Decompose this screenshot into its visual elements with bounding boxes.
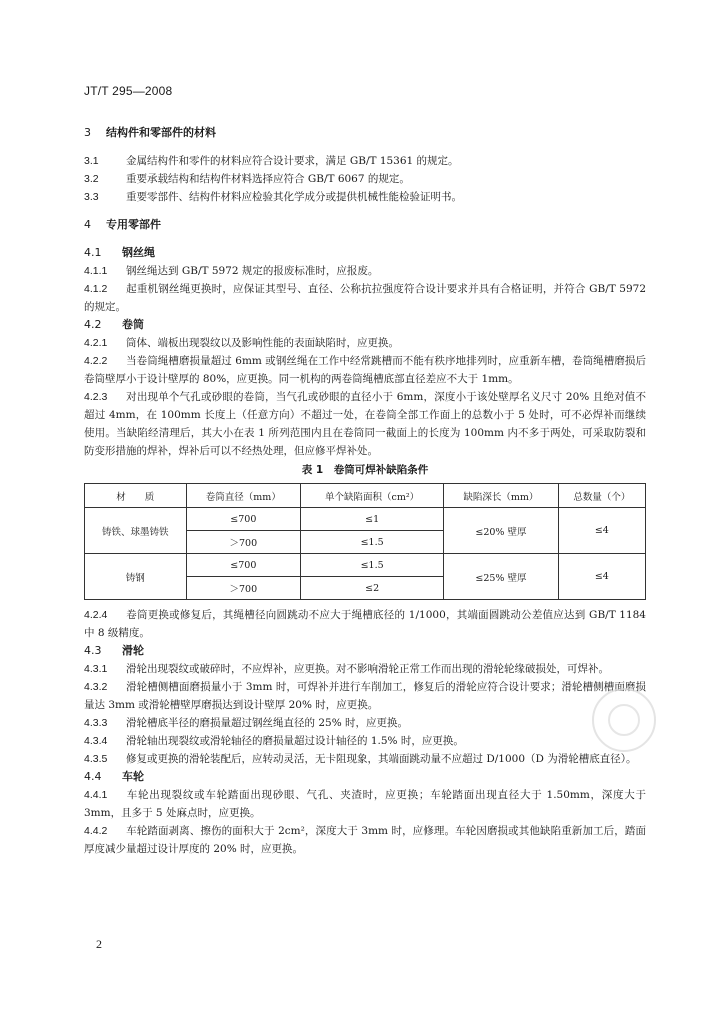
clause-4-3-5 [84, 750, 646, 768]
table-1-title: 表 1 卷筒可焊补缺陷条件 [301, 464, 429, 476]
clause-number: 4.2.4 [84, 609, 108, 621]
section-4-2-heading [84, 316, 646, 334]
section-title: 专用零部件 [106, 218, 161, 231]
clause-text: 卷筒更换或修复后，其绳槽径向圆跳动不应大于绳槽底径的 1/1000，其端面圆跳动公差值应达到 GB/T 1184 中 8 级精度。 [84, 609, 646, 639]
clause-text: 滑轮轴出现裂纹或滑轮轴径的磨损量超过设计轴径的 1.5% 时，应更换。 [126, 735, 464, 747]
clause-number: 4.3.4 [84, 735, 108, 747]
clause-4-3-2 [84, 678, 646, 714]
clause-text: 滑轮槽侧槽面磨损量小于 3mm 时，可焊补并进行车削加工，修复后的滑轮应符合设计要求；滑轮槽侧槽面磨损量达 3mm 或滑轮槽壁厚磨损达到设计壁厚 20% 时，应更换。 [84, 681, 646, 711]
clause-text: 车轮出现裂纹或车轮踏面出现砂眼、气孔、夹渣时，应更换；车轮踏面出现直径大于 1.50mm，深度大于 3mm，且多于 5 处麻点时，应更换。 [84, 789, 646, 819]
section-3-heading [84, 124, 646, 142]
clause-3-2 [84, 170, 646, 188]
table-header-area: 单个缺陷面积（cm²） [301, 484, 444, 508]
clause-text: 滑轮槽底半径的磨损量超过钢丝绳直径的 25% 时，应更换。 [126, 717, 409, 729]
clause-number: 4.2.2 [84, 355, 108, 367]
clause-text: 钢丝绳达到 GB/T 5972 规定的报废标准时，应报废。 [126, 265, 379, 277]
table-1 [84, 483, 646, 600]
section-title: 钢丝绳 [122, 246, 155, 259]
section-number: 4.1 [84, 246, 102, 259]
clause-number: 4.4.2 [84, 825, 108, 837]
clause-text: 金属结构件和零件的材料应符合设计要求，满足 GB/T 15361 的规定。 [126, 155, 459, 167]
clause-4-3-1 [84, 660, 646, 678]
clause-text: 对出现单个气孔或砂眼的卷筒，当气孔或砂眼的直径小于 6mm，深度小于该处壁厚名义尺寸 20% 且绝对值不超过 4mm，在 100mm 长度上（任意方向）不超过一处，在卷筒全部工作面上的总数小于 5 处时，可不必焊补而继续使用。当缺陷经清理后，其大小在表 1 所列范围内且在卷筒同一截面上的长度为 100mm 内不多于两处，可采取防裂和防变形措施的焊补，焊补后可以不经热处理，但应修平焊补处。 [84, 391, 646, 457]
clause-number: 4.3.2 [84, 681, 108, 693]
section-title: 滑轮 [122, 644, 144, 657]
table-cell-depth: ≤20% 壁厚 [444, 508, 558, 554]
clause-4-3-4 [84, 732, 646, 750]
clause-3-3 [84, 188, 646, 206]
section-4-heading [84, 216, 646, 234]
section-number: 4.2 [84, 318, 102, 331]
clause-4-1-1 [84, 262, 646, 280]
page-number: 2 [96, 937, 102, 951]
clause-text: 滑轮出现裂纹或破碎时，不应焊补，应更换。对不影响滑轮正常工作而出现的滑轮轮缘破损处，可焊补。 [126, 663, 609, 675]
table-cell-area: ≤1.5 [301, 531, 444, 554]
clause-4-2-1 [84, 334, 646, 352]
section-number: 4 [84, 218, 91, 231]
clause-text: 重要零部件、结构件材料应检验其化学成分或提供机械性能检验证明书。 [126, 191, 462, 203]
clause-number: 4.3.5 [84, 753, 108, 765]
clause-number: 3.1 [84, 155, 99, 167]
clause-3-1 [84, 152, 646, 170]
body-content [84, 124, 646, 858]
clause-4-1-2 [84, 280, 646, 316]
clause-number: 4.4.1 [84, 789, 108, 801]
clause-4-3-3 [84, 714, 646, 732]
section-number: 4.4 [84, 770, 102, 783]
clause-number: 4.2.1 [84, 337, 108, 349]
clause-text: 筒体、端板出现裂纹以及影响性能的表面缺陷时，应更换。 [126, 337, 399, 349]
clause-number: 3.3 [84, 191, 99, 203]
table-cell-count: ≤4 [558, 508, 645, 554]
section-title: 结构件和零部件的材料 [106, 126, 216, 139]
table-row [85, 508, 646, 531]
table-cell-count: ≤4 [558, 554, 645, 600]
clause-number: 4.1.1 [84, 265, 108, 277]
table-cell-material: 铸钢 [85, 554, 187, 600]
section-title: 车轮 [122, 770, 144, 783]
table-header-diameter: 卷筒直径（mm） [186, 484, 300, 508]
clause-text: 修复或更换的滑轮装配后，应转动灵活，无卡阻现象，其端面跳动量不应超过 D/1000（D 为滑轮槽底直径）。 [126, 753, 637, 765]
clause-text: 车轮踏面剥离、擦伤的面积大于 2cm²，深度大于 3mm 时，应修理。车轮因磨损或其他缺陷重新加工后，踏面厚度减少量超过设计厚度的 20% 时，应更换。 [84, 825, 646, 855]
section-4-3-heading [84, 642, 646, 660]
clause-4-2-3 [84, 388, 646, 460]
section-4-1-heading [84, 244, 646, 262]
clause-4-2-4 [84, 606, 646, 642]
clause-text: 重要承载结构和结构件材料选择应符合 GB/T 6067 的规定。 [126, 173, 410, 185]
table-cell-depth: ≤25% 壁厚 [444, 554, 558, 600]
clause-number: 4.1.2 [84, 283, 108, 295]
clause-text: 起重机钢丝绳更换时，应保证其型号、直径、公称抗拉强度符合设计要求并具有合格证明，并符合 GB/T 5972 的规定。 [84, 283, 646, 313]
clause-number: 4.3.3 [84, 717, 108, 729]
clause-4-2-2 [84, 352, 646, 388]
clause-number: 4.2.3 [84, 391, 108, 403]
watermark-seal [592, 688, 656, 752]
table-header-depth: 缺陷深长（mm） [444, 484, 558, 508]
table-row [85, 554, 646, 577]
table-header-material: 材 质 [85, 484, 187, 508]
table-cell-diameter: ≤700 [186, 554, 300, 577]
clause-4-4-2 [84, 822, 646, 858]
table-cell-area: ≤1 [301, 508, 444, 531]
table-cell-diameter: ≤700 [186, 508, 300, 531]
section-number: 4.3 [84, 644, 102, 657]
table-cell-diameter: ＞700 [186, 577, 300, 600]
clause-number: 3.2 [84, 173, 99, 185]
section-title: 卷筒 [122, 318, 144, 331]
table-header-count: 总数量（个） [558, 484, 645, 508]
clause-4-4-1 [84, 786, 646, 822]
standard-number: JT/T 295—2008 [84, 84, 173, 98]
clause-text: 当卷筒绳槽磨损量超过 6mm 或钢丝绳在工作中经常跳槽而不能有秩序地排列时，应重新车槽，卷筒绳槽磨损后卷筒壁厚小于设计壁厚的 80%，应更换。同一机构的两卷筒绳槽底部直径差应不大于 1mm。 [84, 355, 646, 385]
table-cell-diameter: ＞700 [186, 531, 300, 554]
table-cell-area: ≤1.5 [301, 554, 444, 577]
table-cell-material: 铸铁、球墨铸铁 [85, 508, 187, 554]
section-4-4-heading [84, 768, 646, 786]
clause-number: 4.3.1 [84, 663, 108, 675]
section-number: 3 [84, 126, 91, 139]
table-cell-area: ≤2 [301, 577, 444, 600]
